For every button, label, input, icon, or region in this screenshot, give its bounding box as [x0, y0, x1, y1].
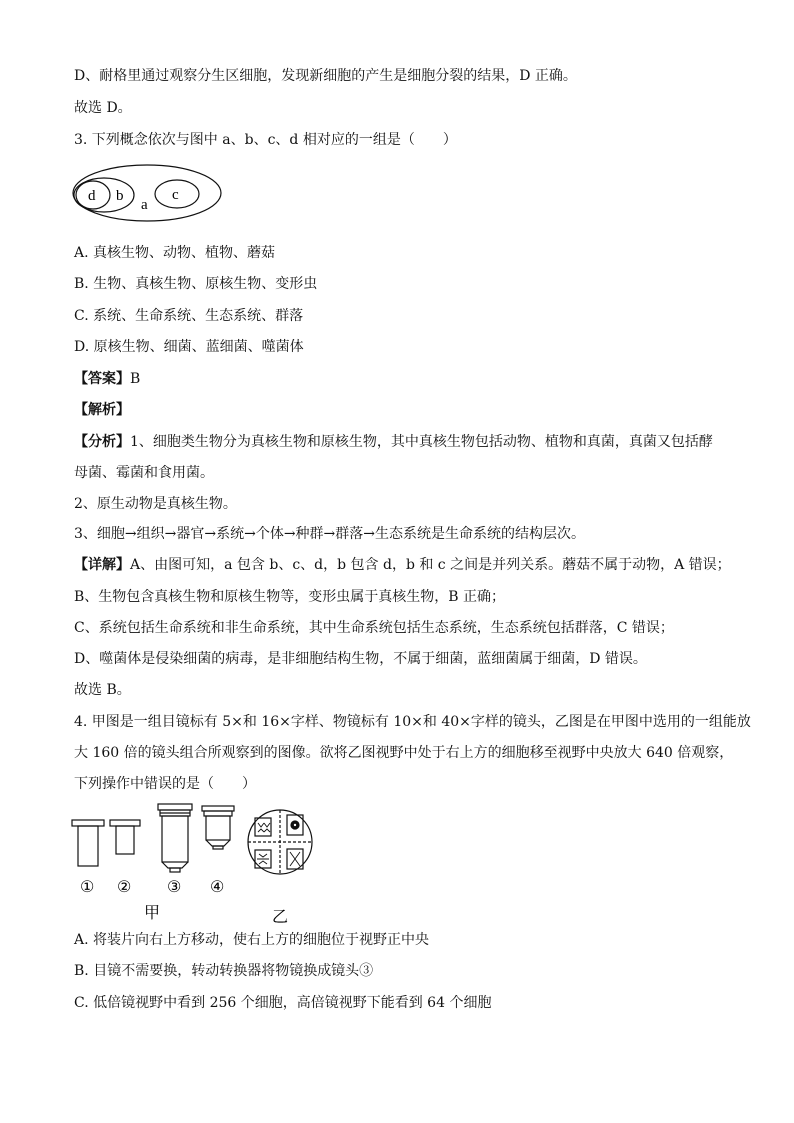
q4-stem-2: 大 160 倍的镜头组合所观察到的图像。欲将乙图视野中处于右上方的细胞移至视野中央放大 640 倍观察， — [74, 745, 734, 761]
field-of-view-icon — [248, 810, 312, 874]
prev-conclusion: 故选 D。 — [74, 100, 132, 116]
q3-fenxi-2: 2、原生动物是真核生物。 — [74, 496, 237, 512]
q4-option-c: C. 低倍镜视野中看到 256 个细胞，高倍镜视野下能看到 64 个细胞 — [74, 995, 492, 1011]
q4-microscope-figure — [66, 798, 326, 926]
q3-stem: 3. 下列概念依次与图中 a、b、c、d 相对应的一组是（ ） — [74, 132, 457, 148]
q4-option-b: B. 目镜不需要换，转动转换器将物镜换成镜头③ — [74, 963, 374, 979]
lens-4-icon — [202, 806, 234, 849]
lens-3-label: ③ — [167, 879, 182, 896]
lens-2-icon — [110, 820, 140, 854]
lens-1-label: ① — [80, 879, 95, 896]
figure-yi-label: 乙 — [272, 909, 289, 926]
q3-fenxi-1a — [74, 432, 713, 452]
label-c: c — [172, 187, 179, 203]
figure-jia-label: 甲 — [144, 905, 161, 922]
answer-label: 【答案】 — [74, 371, 130, 387]
lens-4-label: ④ — [210, 879, 225, 896]
label-b: b — [116, 188, 124, 204]
lens-2-label: ② — [117, 879, 132, 896]
q3-fenxi-3: 3、细胞→组织→器官→系统→个体→种群→群落→生态系统是生命系统的结构层次。 — [74, 526, 586, 542]
q3-conclusion: 故选 B。 — [74, 682, 131, 698]
q3-analysis-label: 【解析】 — [74, 402, 130, 418]
q4-stem-3: 下列操作中错误的是（ ） — [74, 776, 256, 792]
q4-stem-1: 4. 甲图是一组目镜标有 5×和 16×字样、物镜标有 10×和 40×字样的镜头，乙图是在甲图中选用的一组能放 — [74, 714, 751, 730]
detail-text-a: A、由图可知，a 包含 b、c、d，b 包含 d，b 和 c 之间是并列关系。蘑菇不属于动物，A 错误； — [130, 557, 731, 573]
q3-venn-diagram — [70, 162, 226, 224]
answer-value: B — [130, 371, 141, 387]
q3-option-a: A. 真核生物、动物、植物、蘑菇 — [74, 245, 276, 261]
q3-option-b: B. 生物、真核生物、原核生物、变形虫 — [74, 276, 318, 292]
q3-detail-a — [74, 555, 731, 575]
label-d: d — [88, 188, 96, 204]
q4-option-a: A. 将装片向右上方移动，使右上方的细胞位于视野正中央 — [74, 932, 430, 948]
prev-option-d-text: D、耐格里通过观察分生区细胞，发现新细胞的产生是细胞分裂的结果，D 正确。 — [74, 68, 577, 84]
q3-detail-c: C、系统包括生命系统和非生命系统，其中生命系统包括生态系统，生态系统包括群落，C 错误； — [74, 620, 674, 636]
label-a: a — [141, 197, 148, 213]
fenxi-label: 【分析】 — [74, 434, 130, 450]
lens-1-icon — [72, 820, 104, 866]
detail-label: 【详解】 — [74, 557, 130, 573]
q3-option-d: D. 原核生物、细菌、蓝细菌、噬菌体 — [74, 339, 304, 355]
fenxi-text-1a: 1、细胞类生物分为真核生物和原核生物，其中真核生物包括动物、植物和真菌，真菌又包括酵 — [130, 434, 713, 450]
q3-answer — [74, 369, 140, 389]
q3-option-c: C. 系统、生命系统、生态系统、群落 — [74, 308, 304, 324]
q3-detail-d: D、噬菌体是侵染细菌的病毒，是非细胞结构生物，不属于细菌，蓝细菌属于细菌，D 错误。 — [74, 651, 647, 667]
q3-detail-b: B、生物包含真核生物和原核生物等，变形虫属于真核生物，B 正确； — [74, 589, 506, 605]
q3-fenxi-1b: 母菌、霉菌和食用菌。 — [74, 465, 214, 481]
lens-3-icon — [158, 804, 192, 872]
